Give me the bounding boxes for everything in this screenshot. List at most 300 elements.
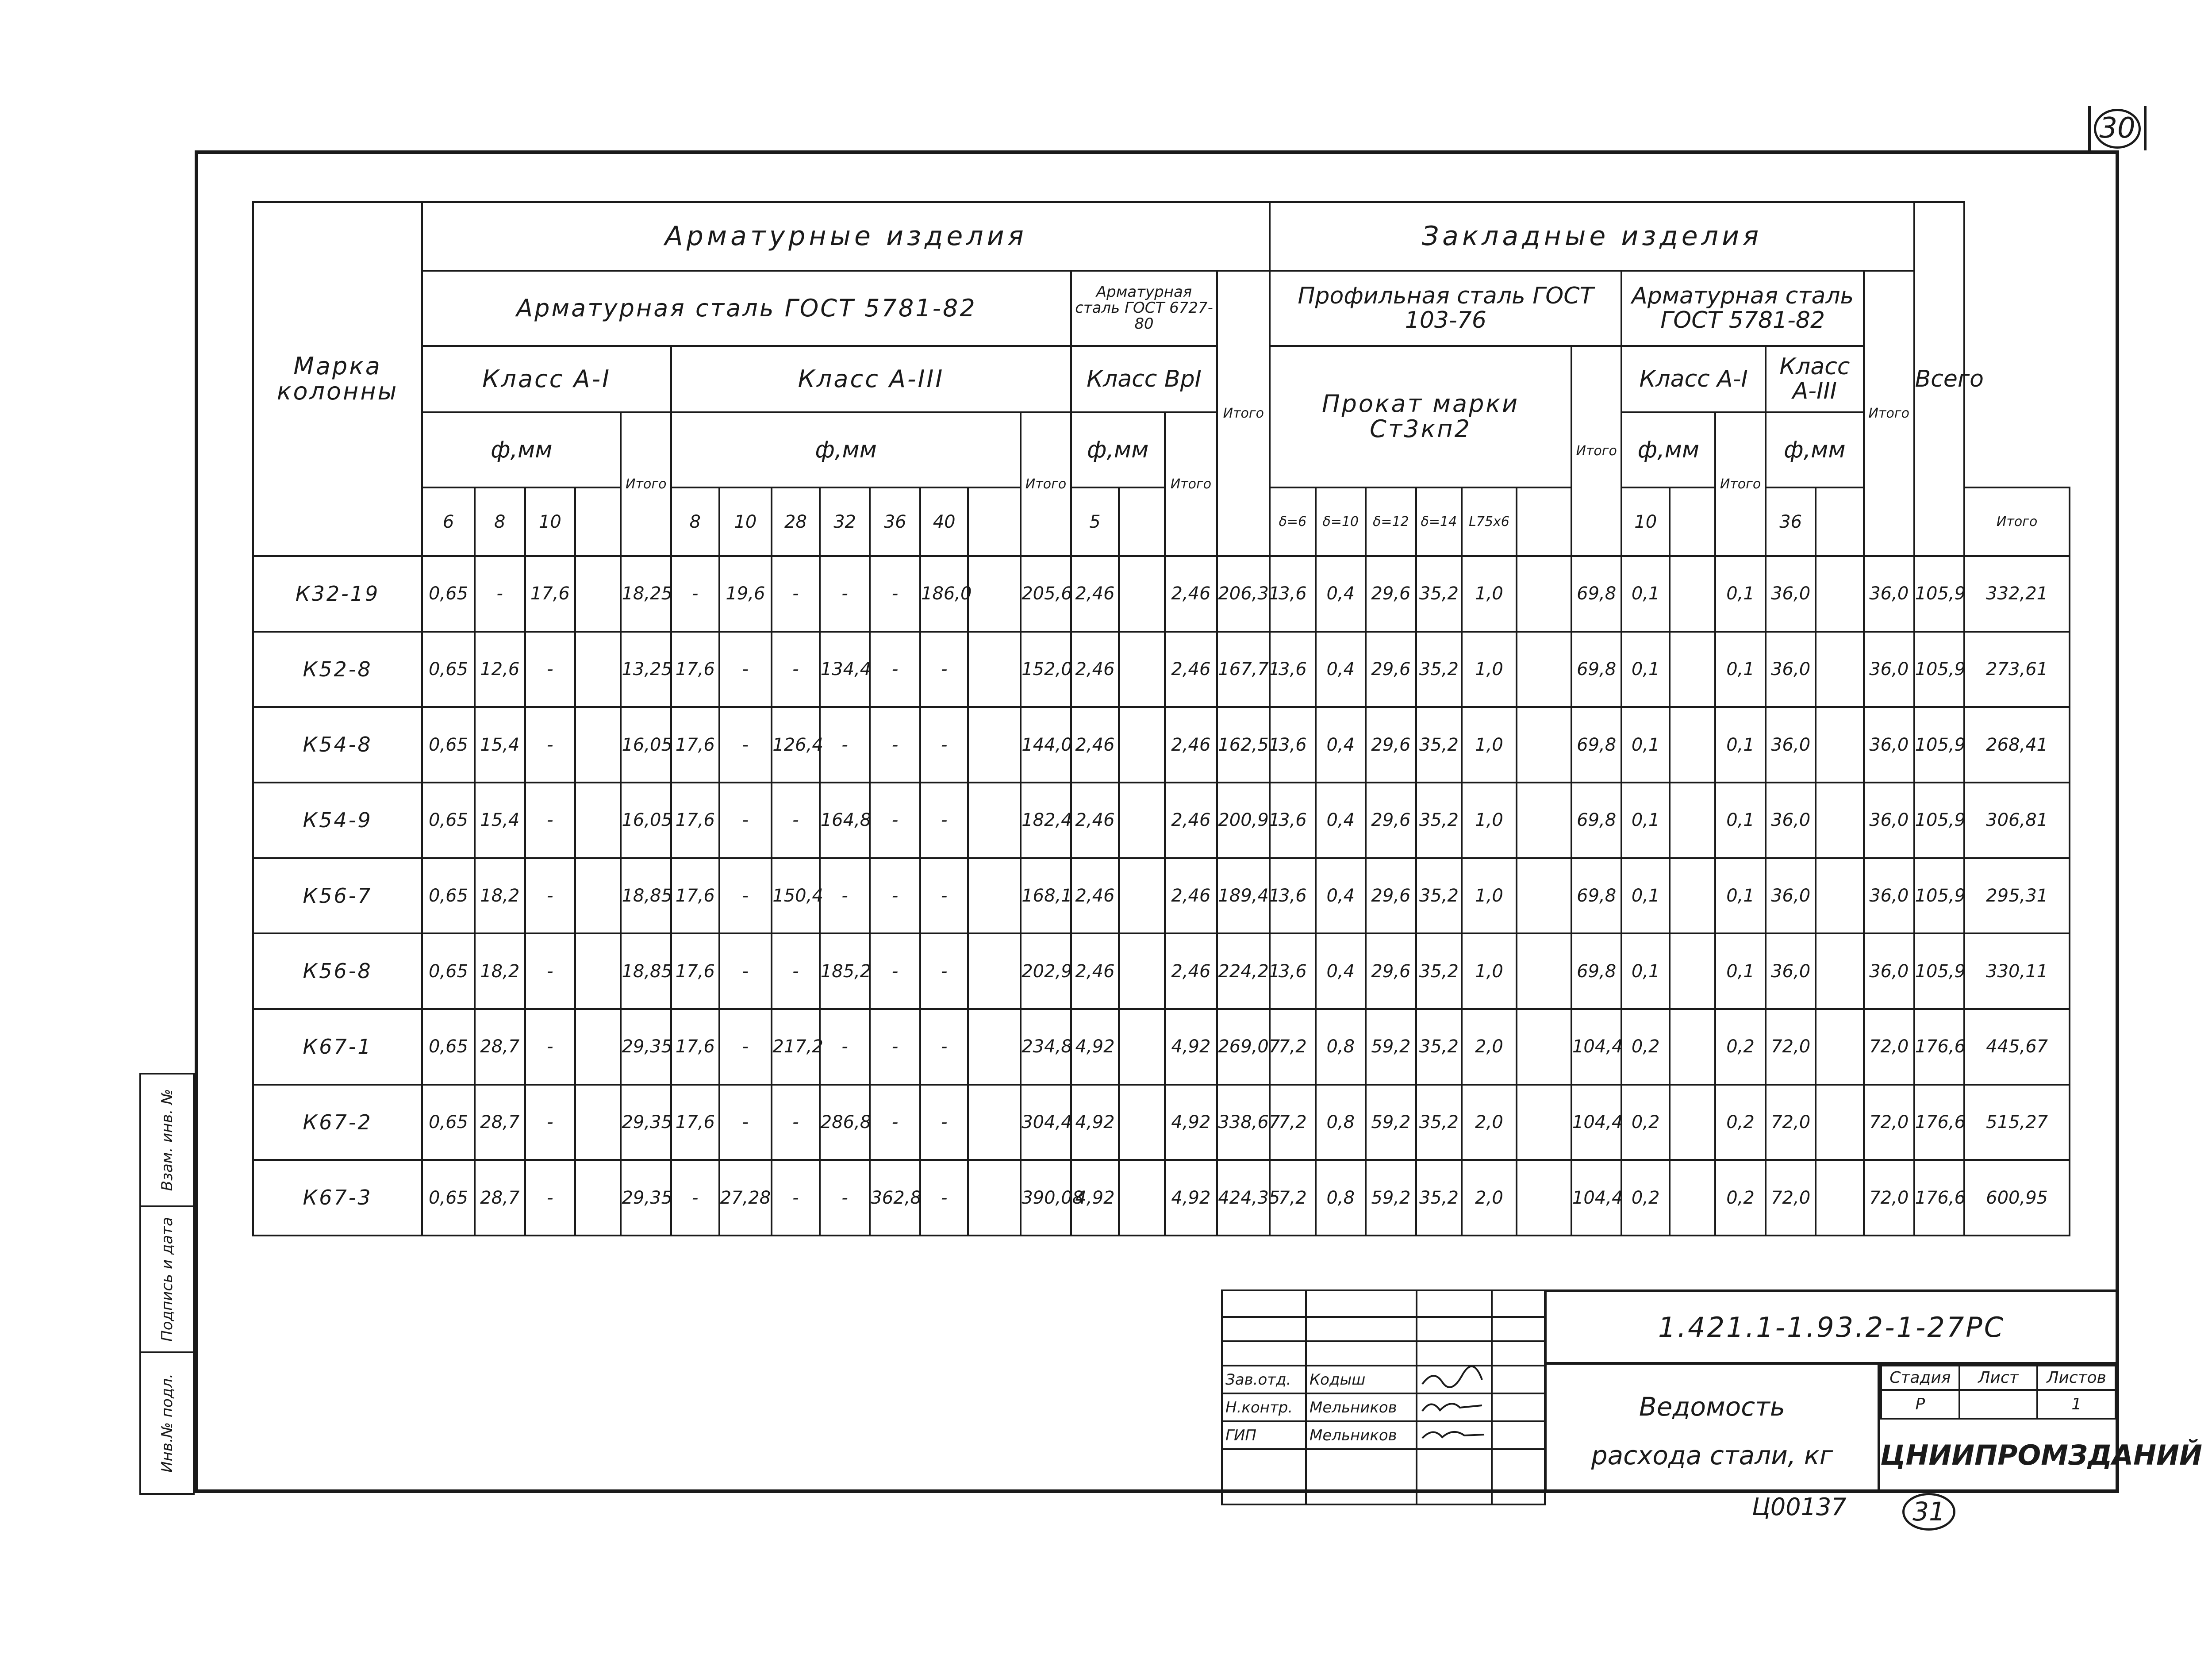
profile-cell (1517, 632, 1571, 707)
a3-cell: 362,8 (870, 1160, 920, 1236)
reinforcement-total-cell: 167,71 (1217, 632, 1270, 707)
profile-cell: 3,6 (1270, 556, 1315, 632)
embedded-total-cell: 176,6 (1914, 1009, 1965, 1085)
emb-a1-cell (1670, 1160, 1715, 1236)
emb-a3-total-cell: 36,0 (1864, 783, 1914, 858)
a3-cell (968, 783, 1021, 858)
emb-a3-cell: 72,0 (1766, 1085, 1816, 1160)
emb-a3-total-cell: 36,0 (1864, 933, 1914, 1009)
profile-cell: 3,6 (1270, 783, 1315, 858)
bp-total-cell: 2,46 (1165, 858, 1217, 934)
a3-cell: - (870, 783, 920, 858)
profile-total-cell: 69,8 (1571, 632, 1622, 707)
profile-cell: 59,2 (1366, 1160, 1416, 1236)
emb-a3-cell: 36,0 (1766, 556, 1816, 632)
a3-dia-40: 40 (920, 487, 968, 556)
a1-cell: 0,65 (422, 556, 475, 632)
profile-total-cell: 69,8 (1571, 858, 1622, 934)
side-sign-date-cell (140, 1206, 194, 1352)
grand-total-cell: 273,61 (1964, 632, 2070, 707)
header-embedded-total: Итого (1864, 271, 1914, 556)
a1-cell: 15,4 (475, 783, 525, 858)
a3-cell: - (870, 858, 920, 934)
emb-a3-dia-36: 36 (1766, 487, 1816, 556)
a3-cell: - (920, 1160, 968, 1236)
profile-cell: 35,2 (1416, 707, 1462, 783)
profile-cell: 59,2 (1366, 1085, 1416, 1160)
reinforcement-total-cell: 206,31 (1217, 556, 1270, 632)
a1-cell: 18,2 (475, 858, 525, 934)
side-inv-dup-cell (140, 1074, 194, 1206)
emb-a3-total-cell: 36,0 (1864, 858, 1914, 934)
a3-dia-32: 32 (820, 487, 870, 556)
profile-cell: 3,6 (1270, 707, 1315, 783)
profile-total-cell: 69,8 (1571, 933, 1622, 1009)
profile-cell: 35,2 (1416, 783, 1462, 858)
profile-cell: 7,2 (1270, 1009, 1315, 1085)
a3-total-cell: 202,9 (1021, 933, 1071, 1009)
next-sheet-number: 31 (1902, 1493, 1955, 1531)
embedded-total-cell: 105,9 (1914, 858, 1965, 934)
profile-cell: 1,0 (1462, 783, 1517, 858)
bp-total-cell: 2,46 (1165, 707, 1217, 783)
profile-cell: 29,6 (1366, 933, 1416, 1009)
embedded-total-cell: 176,6 (1914, 1085, 1965, 1160)
embedded-total-cell: 176,6 (1914, 1160, 1965, 1236)
emb-a1-cell (1670, 707, 1715, 783)
a3-cell: - (870, 556, 920, 632)
profile-cell: 0,8 (1316, 1160, 1366, 1236)
a1-cell: 18,2 (475, 933, 525, 1009)
bp-total-cell: 4,92 (1165, 1085, 1217, 1160)
reinforcement-total-cell: 424,35 (1217, 1160, 1270, 1236)
a1-cell: 0,65 (422, 1160, 475, 1236)
a3-cell (968, 1160, 1021, 1236)
emb-a1-dia-blank (1670, 487, 1715, 556)
mark: К56-8 (253, 933, 422, 1009)
profile-cell: 59,2 (1366, 1009, 1416, 1085)
a3-total-cell: 168,1 (1021, 858, 1071, 934)
table-row (253, 707, 2070, 783)
signature-chief-engineer (1417, 1421, 1492, 1449)
bp-cell: 2,46 (1071, 556, 1119, 632)
a3-cell (968, 858, 1021, 934)
mark: К32-19 (253, 556, 422, 632)
a3-cell: - (820, 1160, 870, 1236)
emb-a3-cell (1816, 1085, 1863, 1160)
side-inv-dup: Взам. инв. № (158, 1089, 176, 1191)
reinforcement-total-cell: 269,07 (1217, 1009, 1270, 1085)
a3-cell: - (870, 1085, 920, 1160)
reinforcement-total-cell: 200,91 (1217, 783, 1270, 858)
profile-cell: 7,2 (1270, 1085, 1315, 1160)
a1-total-cell: 29,35 (621, 1085, 671, 1160)
signature-norm-control-mark (1420, 1394, 1486, 1416)
a3-cell: 150,4 (772, 858, 819, 934)
profile-cell (1517, 556, 1571, 632)
a3-cell: - (870, 707, 920, 783)
a3-cell: 126,4 (772, 707, 819, 783)
a3-cell: 17,6 (671, 783, 719, 858)
profile-cell: 2,0 (1462, 1009, 1517, 1085)
a1-total-cell: 18,85 (621, 933, 671, 1009)
header-class-a3: Класс А-III (671, 346, 1071, 412)
table-row (253, 783, 2070, 858)
profile-cell: 3,6 (1270, 858, 1315, 934)
profile-cell: 35,2 (1416, 1085, 1462, 1160)
a1-cell (575, 707, 621, 783)
a3-cell: - (719, 783, 772, 858)
a1-cell (575, 632, 621, 707)
profile-cell: 1,0 (1462, 632, 1517, 707)
emb-a1-cell (1670, 1085, 1715, 1160)
grand-total-cell: 330,11 (1964, 933, 2070, 1009)
a1-dia-10: 10 (525, 487, 576, 556)
a1-cell: 0,65 (422, 858, 475, 934)
emb-a1-cell (1670, 783, 1715, 858)
table-row (253, 858, 2070, 934)
a3-total-cell: 390,08 (1021, 1160, 1071, 1236)
bp-cell: 2,46 (1071, 783, 1119, 858)
a1-cell: 0,65 (422, 632, 475, 707)
emb-a3-dia-blank (1816, 487, 1863, 556)
header-class-a1: Класс А-I (422, 346, 671, 412)
a3-total-cell: 234,8 (1021, 1009, 1071, 1085)
a3-cell: - (772, 1160, 819, 1236)
sheet-number: 30 (2094, 109, 2141, 149)
bp-cell (1119, 933, 1164, 1009)
a1-cell: - (525, 1009, 576, 1085)
a3-cell: - (719, 1009, 772, 1085)
profile-cell: 35,2 (1416, 933, 1462, 1009)
prof-size-blank (1517, 487, 1571, 556)
bp-total-cell: 2,46 (1165, 783, 1217, 858)
table-body (253, 556, 2070, 1236)
profile-cell: 35,2 (1416, 556, 1462, 632)
a1-total-cell: 16,05 (621, 707, 671, 783)
emb-a1-total-cell: 0,2 (1715, 1160, 1766, 1236)
a1-cell: 15,4 (475, 707, 525, 783)
emb-a1-cell: 0,1 (1621, 632, 1669, 707)
profile-cell: 35,2 (1416, 1160, 1462, 1236)
emb-a3-total-cell: 72,0 (1864, 1085, 1914, 1160)
a3-cell: - (719, 858, 772, 934)
mark: К67-1 (253, 1009, 422, 1085)
a3-cell: - (920, 933, 968, 1009)
emb-a3-total-cell: 36,0 (1864, 707, 1914, 783)
a3-cell: 17,6 (671, 632, 719, 707)
bp-cell (1119, 783, 1164, 858)
embedded-total-cell: 105,9 (1914, 556, 1965, 632)
profile-cell: 1,0 (1462, 556, 1517, 632)
profile-cell (1517, 707, 1571, 783)
emb-a3-total-cell: 36,0 (1864, 632, 1914, 707)
mark: К54-9 (253, 783, 422, 858)
a1-cell (575, 858, 621, 934)
organization-name: ЦНИИПРОМЗДАНИЙ (1880, 1439, 2202, 1471)
bp-cell (1119, 556, 1164, 632)
profile-cell: 1,0 (1462, 707, 1517, 783)
emb-a3-cell: 36,0 (1766, 707, 1816, 783)
a1-cell: 12,6 (475, 632, 525, 707)
header-reinforcement-total: Итого (1217, 271, 1270, 556)
table-row (253, 632, 2070, 707)
emb-a3-cell: 72,0 (1766, 1160, 1816, 1236)
header-mark: Марка колонны (253, 202, 422, 556)
a3-cell: - (820, 858, 870, 934)
profile-cell: 35,2 (1416, 632, 1462, 707)
table-row (253, 556, 2070, 632)
a1-cell: 0,65 (422, 707, 475, 783)
side-inv-orig: Инв.№ подл. (158, 1374, 176, 1473)
a1-dia-8: 8 (475, 487, 525, 556)
profile-cell: 0,8 (1316, 1009, 1366, 1085)
embedded-total-cell: 105,9 (1914, 632, 1965, 707)
a1-cell (575, 1160, 621, 1236)
a1-cell: 0,65 (422, 783, 475, 858)
a1-cell: - (525, 632, 576, 707)
profile-total-cell: 104,4 (1571, 1085, 1622, 1160)
grand-total-cell: 445,67 (1964, 1009, 2070, 1085)
a3-cell: - (719, 632, 772, 707)
a3-cell: - (772, 1085, 819, 1160)
emb-a1-cell: 0,2 (1621, 1160, 1669, 1236)
embedded-total-cell: 105,9 (1914, 933, 1965, 1009)
name-head: Кодыш (1306, 1366, 1417, 1393)
stage-value: Р (1881, 1390, 1959, 1419)
table-row (253, 1085, 2070, 1160)
name-norm-control: Мельников (1306, 1393, 1417, 1421)
emb-a1-total-cell: 0,1 (1715, 858, 1766, 934)
a3-cell: 217,2 (772, 1009, 819, 1085)
header-emb-a3-total: Итого (1964, 487, 2070, 556)
a3-cell: - (772, 933, 819, 1009)
a3-total-cell: 304,4 (1021, 1085, 1071, 1160)
a3-cell: - (920, 1085, 968, 1160)
profile-cell: 2,0 (1462, 1160, 1517, 1236)
profile-cell: 35,2 (1416, 858, 1462, 934)
emb-a3-cell: 36,0 (1766, 933, 1816, 1009)
a1-cell: - (525, 933, 576, 1009)
emb-a1-cell: 0,1 (1621, 858, 1669, 934)
header-a3-total: Итого (1021, 412, 1071, 556)
emb-a3-cell (1816, 933, 1863, 1009)
a3-cell: - (820, 556, 870, 632)
emb-a3-cell (1816, 707, 1863, 783)
sheets-label: Листов (2037, 1366, 2116, 1390)
profile-cell: 29,6 (1366, 632, 1416, 707)
header-emb-class-a3: Класс А-III (1766, 346, 1864, 412)
profile-cell: 7,2 (1270, 1160, 1315, 1236)
a3-cell: - (671, 1160, 719, 1236)
a3-cell: 164,8 (820, 783, 870, 858)
bp-cell: 2,46 (1071, 707, 1119, 783)
header-bp-total: Итого (1165, 412, 1217, 556)
prof-size-12: δ=12 (1366, 487, 1416, 556)
a1-cell: 28,7 (475, 1160, 525, 1236)
emb-a3-cell (1816, 1009, 1863, 1085)
a1-cell (575, 1009, 621, 1085)
a3-cell: 19,6 (719, 556, 772, 632)
name-chief-engineer: Мельников (1306, 1421, 1417, 1449)
sheet-number-box (2088, 106, 2147, 150)
side-stamp (139, 1073, 195, 1493)
emb-a1-cell (1670, 858, 1715, 934)
a3-cell: - (820, 707, 870, 783)
a1-total-cell: 18,85 (621, 858, 671, 934)
a3-cell: - (920, 632, 968, 707)
a3-cell (968, 933, 1021, 1009)
steel-consumption-table (252, 201, 2070, 1236)
profile-cell: 29,6 (1366, 556, 1416, 632)
prof-size-10: δ=10 (1316, 487, 1366, 556)
a3-cell: 17,6 (671, 707, 719, 783)
a3-cell: - (920, 783, 968, 858)
profile-cell: 3,6 (1270, 632, 1315, 707)
a3-cell (968, 632, 1021, 707)
profile-cell: 0,8 (1316, 1085, 1366, 1160)
a3-cell: - (920, 707, 968, 783)
a3-dia-8: 8 (671, 487, 719, 556)
a1-total-cell: 29,35 (621, 1009, 671, 1085)
a3-cell: 185,2 (820, 933, 870, 1009)
prof-size-6: δ=6 (1270, 487, 1315, 556)
grand-total-cell: 332,21 (1964, 556, 2070, 632)
a3-cell: - (719, 933, 772, 1009)
header-class-bp1: Класс ВрI (1071, 346, 1217, 412)
a1-cell: 0,65 (422, 1085, 475, 1160)
profile-cell (1517, 1009, 1571, 1085)
profile-total-cell: 104,4 (1571, 1009, 1622, 1085)
emb-a1-total-cell: 0,1 (1715, 707, 1766, 783)
profile-total-cell: 69,8 (1571, 707, 1622, 783)
a3-cell: - (772, 556, 819, 632)
a3-cell: 17,6 (671, 858, 719, 934)
profile-cell: 29,6 (1366, 707, 1416, 783)
prof-size-14: δ=14 (1416, 487, 1462, 556)
document-title-line2: расхода стали, кг (1591, 1440, 1833, 1470)
a3-cell: 17,6 (671, 1009, 719, 1085)
emb-a1-cell (1670, 1009, 1715, 1085)
a1-cell: - (525, 1085, 576, 1160)
bp-cell: 4,92 (1071, 1009, 1119, 1085)
a3-cell: - (870, 632, 920, 707)
a3-cell: 17,6 (671, 933, 719, 1009)
mark: К67-2 (253, 1085, 422, 1160)
bp-cell (1119, 632, 1164, 707)
profile-cell: 35,2 (1416, 1009, 1462, 1085)
profile-cell: 0,4 (1316, 783, 1366, 858)
profile-cell: 29,6 (1366, 783, 1416, 858)
mark: К56-7 (253, 858, 422, 934)
header-emb-class-a1: Класс А-I (1621, 346, 1765, 412)
grand-total-cell: 295,31 (1964, 858, 2070, 934)
signature-norm-control (1417, 1393, 1492, 1421)
a1-cell: - (475, 556, 525, 632)
a3-cell: - (772, 783, 819, 858)
profile-cell: 2,0 (1462, 1085, 1517, 1160)
bp-dia-blank (1119, 487, 1164, 556)
profile-cell: 1,0 (1462, 933, 1517, 1009)
grand-total-cell: 515,27 (1964, 1085, 2070, 1160)
profile-cell (1517, 1160, 1571, 1236)
a3-dia-36: 36 (870, 487, 920, 556)
emb-a1-total-cell: 0,2 (1715, 1085, 1766, 1160)
emb-a3-total-cell: 72,0 (1864, 1160, 1914, 1236)
a1-cell (575, 1085, 621, 1160)
a1-dia-6: 6 (422, 487, 475, 556)
emb-a1-cell: 0,1 (1621, 783, 1669, 858)
emb-a1-dia-10: 10 (1621, 487, 1669, 556)
a3-cell: - (820, 1009, 870, 1085)
header-bp-diameter: ф,мм (1071, 412, 1165, 487)
profile-cell (1517, 1085, 1571, 1160)
emb-a3-cell: 36,0 (1766, 632, 1816, 707)
bp-cell: 4,92 (1071, 1085, 1119, 1160)
grand-total-cell: 600,95 (1964, 1160, 2070, 1236)
bp-dia-5: 5 (1071, 487, 1119, 556)
document-code: 1.421.1-1.93.2-1-27РС (1544, 1289, 2119, 1365)
mark: К67-3 (253, 1160, 422, 1236)
header-emb-a3-diameter: ф,мм (1766, 412, 1864, 487)
bp-cell: 2,46 (1071, 933, 1119, 1009)
a3-cell (968, 1009, 1021, 1085)
role-norm-control: Н.контр. (1222, 1393, 1306, 1421)
sheets-value: 1 (2037, 1390, 2116, 1419)
emb-a1-cell (1670, 933, 1715, 1009)
side-inv-orig-cell (140, 1352, 194, 1494)
a1-total-cell: 16,05 (621, 783, 671, 858)
profile-cell: 0,4 (1316, 858, 1366, 934)
reinforcement-total-cell: 338,67 (1217, 1085, 1270, 1160)
mark: К52-8 (253, 632, 422, 707)
reinforcement-total-cell: 189,41 (1217, 858, 1270, 934)
header-a1-total: Итого (621, 412, 671, 556)
grand-total-cell: 268,41 (1964, 707, 2070, 783)
a1-cell: - (525, 707, 576, 783)
header-grand-total: Всего (1914, 202, 1965, 556)
emb-a3-cell: 36,0 (1766, 858, 1816, 934)
bp-cell (1119, 1009, 1164, 1085)
a1-cell: 28,7 (475, 1085, 525, 1160)
bp-total-cell: 4,92 (1165, 1160, 1217, 1236)
a3-cell (968, 1085, 1021, 1160)
a3-cell: 134,4 (820, 632, 870, 707)
a3-total-cell: 152,0 (1021, 632, 1071, 707)
side-sign-date: Подпись и дата (158, 1217, 176, 1342)
grand-total-cell: 306,81 (1964, 783, 2070, 858)
a3-cell: 186,0 (920, 556, 968, 632)
bp-cell (1119, 1160, 1164, 1236)
sheet-value (1959, 1390, 2038, 1419)
emb-a1-total-cell: 0,2 (1715, 1009, 1766, 1085)
emb-a1-cell: 0,1 (1621, 933, 1669, 1009)
profile-cell: 0,4 (1316, 707, 1366, 783)
a3-cell (968, 556, 1021, 632)
table-row (253, 933, 2070, 1009)
a3-cell: - (920, 1009, 968, 1085)
bp-cell (1119, 1085, 1164, 1160)
a3-dia-10: 10 (719, 487, 772, 556)
a1-cell (575, 783, 621, 858)
emb-a1-total-cell: 0,1 (1715, 556, 1766, 632)
a3-dia-blank (968, 487, 1021, 556)
profile-cell: 1,0 (1462, 858, 1517, 934)
inventory-number: Ц00137 (1752, 1493, 1847, 1521)
profile-total-cell: 104,4 (1571, 1160, 1622, 1236)
a1-total-cell: 29,35 (621, 1160, 671, 1236)
signature-head (1417, 1366, 1492, 1393)
